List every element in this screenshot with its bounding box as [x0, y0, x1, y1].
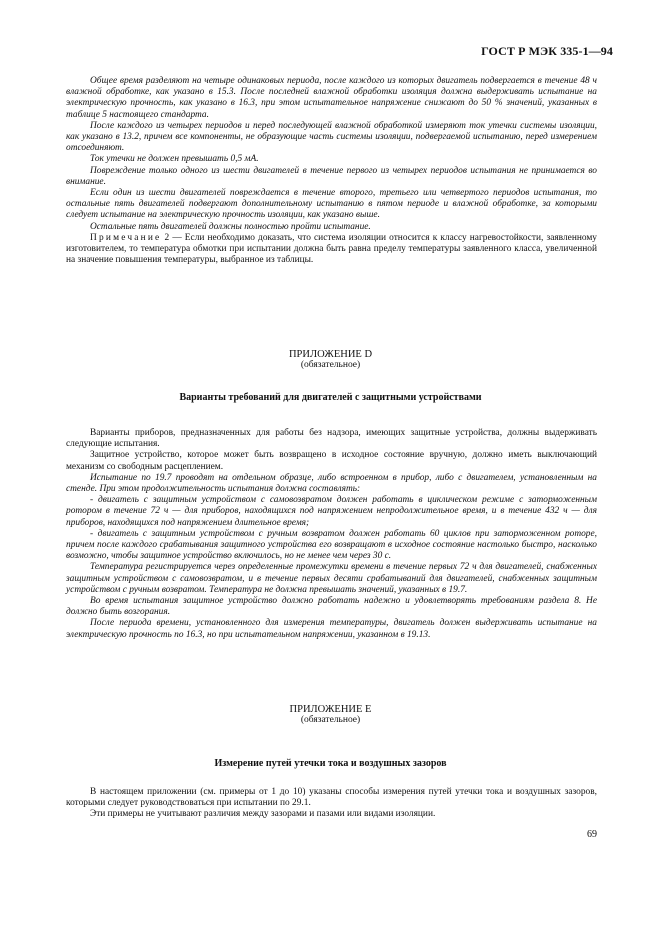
appendix-d-text [66, 428, 597, 641]
paragraph: Общее время разделяют на четыре одинаковых периода, после каждого из которых двигатель подвергается в течение 48 ч влажной обработке, как указано в 15.3. После последней влажной обработки изоляция должна выдерживать испытание на электрическую прочность, как указано в 16.3, при этом испытательное напряжение снижают до 50 % значений, указанных в таблице 5 настоящего стандарта. [66, 76, 597, 120]
paragraph: После каждого из четырех периодов и перед последующей влажной обработкой измеряют ток утечки системы изоляции, как указано в 13.2, причем все компоненты, не образующие часть системы изоляции, подвергаемой испытанию, перед измерением отсоединяют. [66, 120, 597, 154]
section1-text [66, 76, 597, 266]
page-number: 69 [587, 829, 597, 840]
paragraph: Ток утечки не должен превышать 0,5 мА. [90, 154, 259, 165]
paragraph: Испытание по 19.7 проводят на отдельном образце, либо встроенном в прибор, либо с двигателем, установленным на стенде. При этом продолжительность испытания должна составлять: [66, 472, 597, 495]
paragraph: Если один из шести двигателей повреждается в течение второго, третьего или четвертого периодов испытания, то остальные пять двигателей подвергают дополнительному испытанию в пятом периоде и влажной обработке, за которыми следует испытание на электрическую прочность изоляции, как указано выше. [66, 188, 597, 221]
standard-header: ГОСТ Р МЭК 335-1—94 [481, 44, 613, 58]
appendix-e-status: (обязательное) [300, 715, 361, 725]
appendix-d-title: ПРИЛОЖЕНИЕ D [288, 349, 373, 360]
appendix-d-header [0, 349, 661, 370]
paragraph: Эти примеры не учитывают различия между зазорами и пазами или видами изоляции. [90, 809, 436, 820]
note-label: Примечание [90, 232, 162, 243]
paragraph: В настоящем приложении (см. примеры от 1 до 10) указаны способы измерения путей утечки тока и воздушных зазоров, которыми следует руководствоваться при испытании по 29.1. [66, 787, 597, 809]
note-text: 2 — Если необходимо доказать, что система изоляции относится к классу нагревостойкости, заявленному изготовителем, то температура обмотки при испытании должна быть равна пределу температуры заявленного класса, увеличенной на значение повышения температуры, выбранное из таблицы. [66, 232, 597, 266]
paragraph: Повреждение только одного из шести двигателей в течение первого из четырех периодов испытания не принимается во внимание. [66, 165, 597, 187]
appendix-e-title: ПРИЛОЖЕНИЕ Е [289, 704, 372, 715]
paragraph: - двигатель с защитным устройством с самовозвратом должен работать в циклическом режиме с заторможенным ротором в течение 72 ч — для приборов, находящихся под напряжением непродолжительное время, и в течение 432 ч — для приборов, находящихся под напряжением длительное время; [66, 495, 597, 528]
appendix-e-heading: Измерение путей утечки тока и воздушных зазоров [214, 758, 447, 769]
paragraph: Остальные пять двигателей должны полностью пройти испытание. [90, 221, 371, 232]
paragraph: Во время испытания защитное устройство должно работать надежно и удовлетворять требованиям раздела 8. Не должно быть возгорания. [66, 596, 597, 618]
paragraph: После периода времени, установленного для измерения температуры, двигатель должен выдерживать испытание на электрическую прочность по 16.3, но при испытательном напряжении, указанном в 19.13. [66, 618, 597, 640]
paragraph: Защитное устройство, которое может быть возвращено в исходное состояние вручную, должно иметь выключающий механизм со свободным расцеплением. [66, 450, 597, 472]
appendix-e-header [0, 704, 661, 725]
note-paragraph [66, 233, 597, 267]
appendix-d-status: (обязательное) [300, 360, 361, 370]
paragraph: Варианты приборов, предназначенных для работы без надзора, имеющих защитные устройства, должны выдерживать следующие испытания. [66, 428, 597, 450]
paragraph: Температура регистрируется через определенные промежутки времени в течение первых 72 ч для двигателей, снабженных защитным устройством с самовозвратом, и в течение первых десяти срабатываний для двигателей, снабженных защитным устройством с ручным возвратом. Температура не должна превышать значений, указанных в 19.7. [66, 562, 597, 595]
paragraph: - двигатель с защитным устройством с ручным возвратом должен работать 60 циклов при заторможенном роторе, причем после каждого срабатывания защитного устройства его возвращают в исходное состояние настолько быстро, насколько возможно, чтобы защитное устройство включилось, но не менее чем через 30 с. [66, 528, 597, 562]
appendix-e-text [66, 787, 597, 821]
appendix-d-heading: Варианты требований для двигателей с защитными устройствами [179, 392, 482, 403]
